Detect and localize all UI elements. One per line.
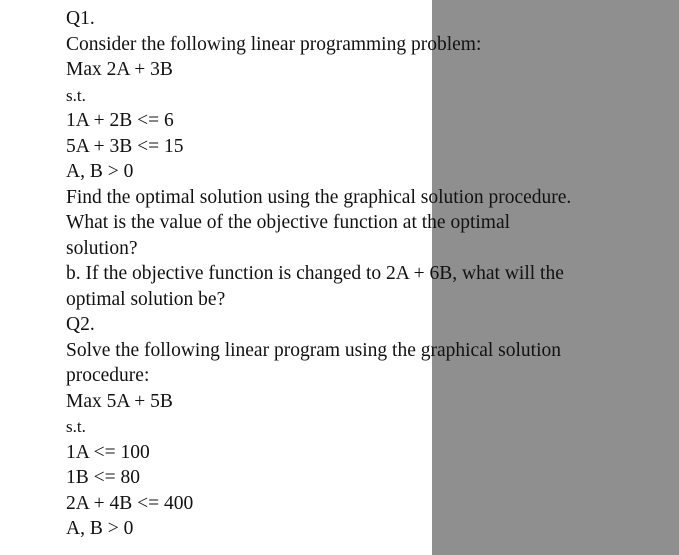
- q1-heading: Q1.: [66, 8, 95, 29]
- q1-part-b-line: optimal solution be?: [66, 288, 226, 310]
- q1-part-a-line: solution?: [66, 237, 138, 259]
- q1-intro: Consider the following linear programming problem:: [66, 33, 482, 55]
- q2-intro-line: procedure:: [66, 365, 150, 386]
- q1-nonnegativity: A, B > 0: [66, 161, 134, 182]
- q2-nonnegativity: A, B > 0: [66, 518, 134, 539]
- q2-intro-line: Solve the following linear program using the graphical solution: [66, 339, 561, 361]
- q2-constraint: 2A + 4B <= 400: [66, 492, 194, 514]
- q2-constraint: 1B <= 80: [66, 467, 141, 488]
- q1-objective: Max 2A + 3B: [66, 59, 173, 80]
- q1-constraint: 1A + 2B <= 6: [66, 110, 174, 131]
- q1-part-a-line: What is the value of the objective function at the optimal: [66, 212, 511, 233]
- question-document: [66, 6, 666, 542]
- q2-heading: Q2.: [66, 314, 95, 335]
- q1-part-a-line: Find the optimal solution using the graphical solution procedure.: [66, 186, 572, 208]
- q2-objective: Max 5A + 5B: [66, 390, 173, 412]
- q2-constraint: 1A <= 100: [66, 441, 150, 463]
- q1-constraint: 5A + 3B <= 15: [66, 135, 184, 157]
- q1-part-b-line: b. If the objective function is changed to 2A + 6B, what will the: [66, 263, 564, 284]
- q2-subject-to: s.t.: [66, 417, 86, 436]
- q1-subject-to: s.t.: [66, 85, 86, 105]
